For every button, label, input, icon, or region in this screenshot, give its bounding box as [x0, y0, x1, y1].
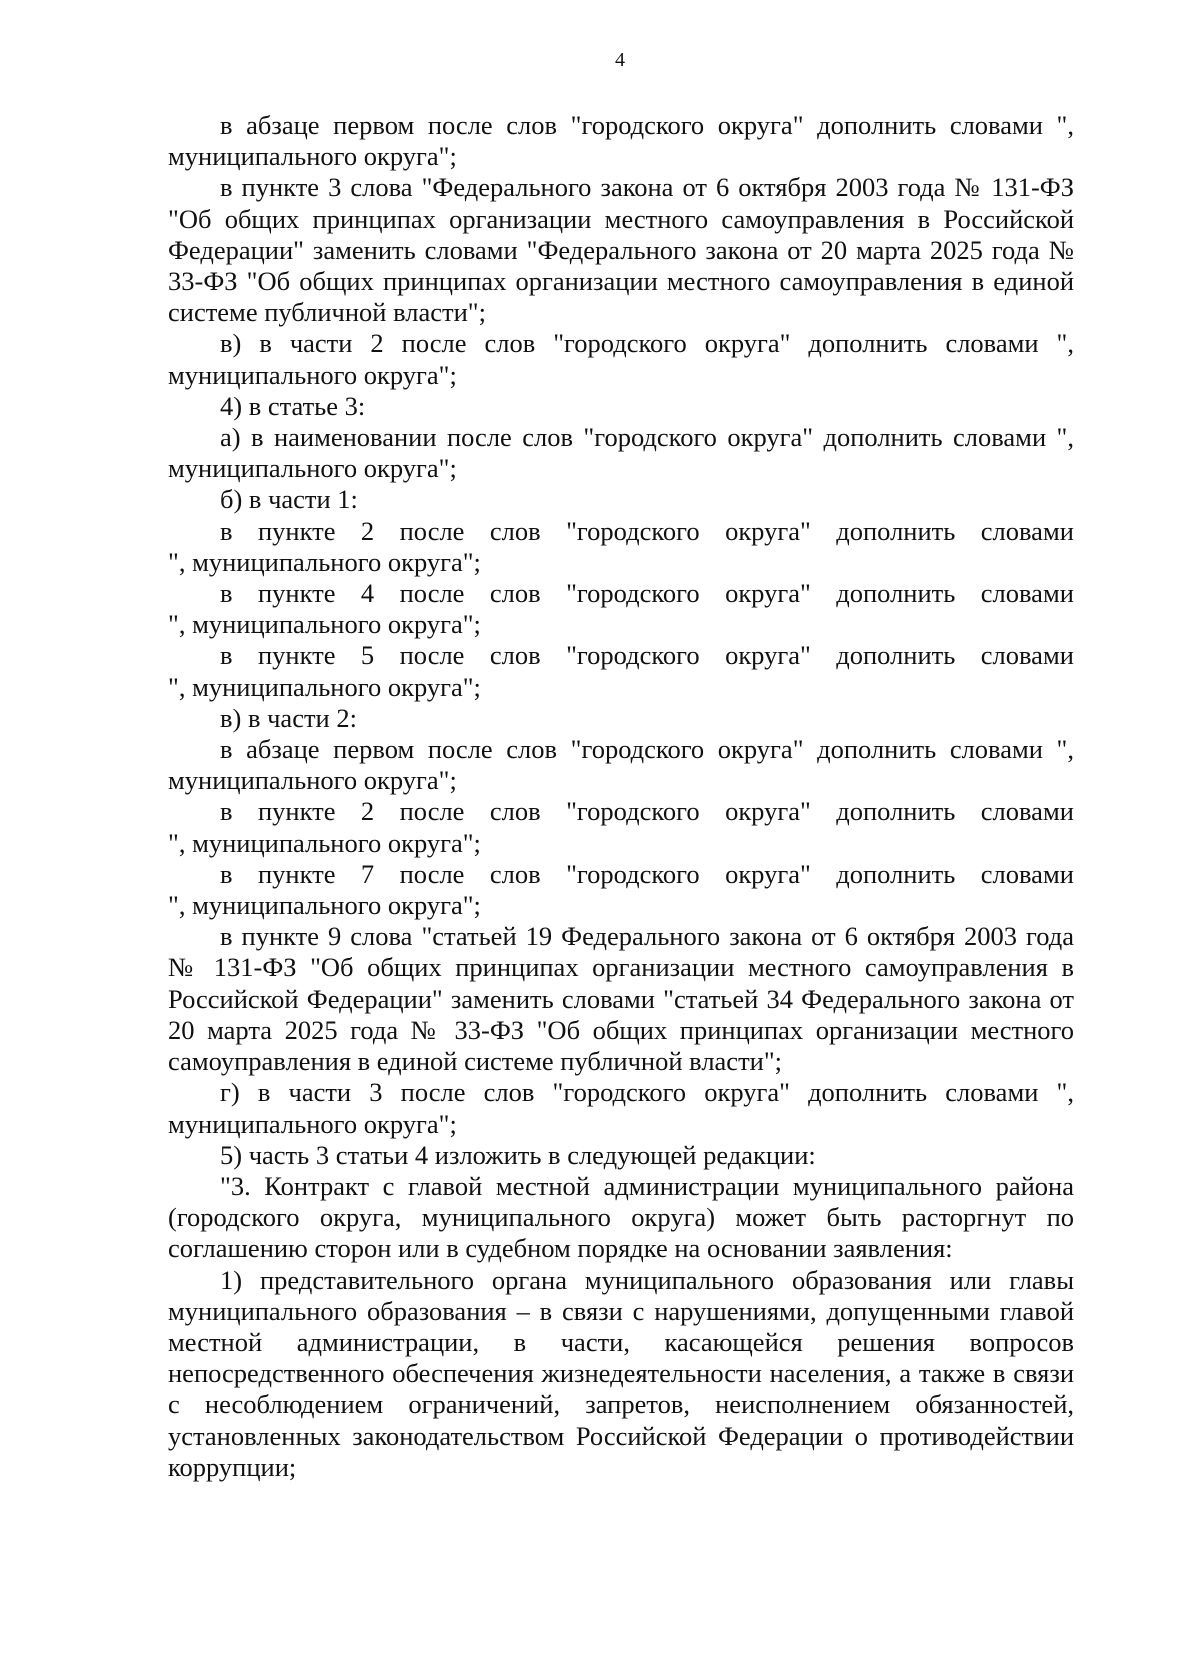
paragraph-4: 4) в статье 3: — [220, 390, 366, 421]
word-0: в — [220, 858, 233, 889]
word-1: пункте — [257, 858, 336, 889]
word-5: "городского — [566, 796, 700, 827]
word-6: округа" — [725, 515, 811, 546]
paragraph-13-line-2: ", муниципального округа"; — [168, 890, 481, 921]
word-2: 2 — [360, 515, 375, 546]
word-0: в — [220, 796, 233, 827]
word-5: "городского — [566, 640, 700, 671]
word-2: 7 — [360, 858, 375, 889]
word-3: после — [399, 578, 465, 609]
word-7: дополнить — [836, 858, 956, 889]
paragraph-11: в абзаце первом после слов "городского округа" дополнить словами ", муниципального округа"; — [168, 734, 1074, 796]
word-1: пункте — [257, 515, 336, 546]
word-0: в — [220, 578, 233, 609]
paragraph-8-line-2: ", муниципального округа"; — [168, 609, 481, 640]
paragraph-7-line-2: ", муниципального округа"; — [168, 546, 481, 577]
document-body — [168, 110, 1074, 1483]
word-3: после — [399, 858, 465, 889]
paragraph-10: в) в части 2: — [220, 702, 357, 733]
word-7: дополнить — [836, 640, 956, 671]
paragraph-5: а) в наименовании после слов "городского округа" дополнить словами ", муниципального округа"; — [168, 422, 1074, 484]
word-6: округа" — [725, 578, 811, 609]
paragraph-9 — [168, 640, 1074, 702]
word-8: словами — [980, 515, 1074, 546]
word-5: "городского — [566, 515, 700, 546]
word-4: слов — [489, 640, 541, 671]
paragraph-9-line-2: ", муниципального округа"; — [168, 671, 481, 702]
paragraph-17: "3. Контракт с главой местной администрации муниципального района (городского округа, муниципального округа) может быть расторгнут по соглашению сторон или в судебном порядке на основании заявления: — [168, 1170, 1074, 1264]
paragraph-9-line-1 — [168, 640, 1074, 671]
word-3: после — [399, 640, 465, 671]
paragraph-7-line-1 — [168, 516, 1074, 547]
word-2: 4 — [360, 578, 375, 609]
word-4: слов — [489, 578, 541, 609]
word-2: 2 — [360, 796, 375, 827]
paragraph-8 — [168, 578, 1074, 640]
word-6: округа" — [725, 796, 811, 827]
word-8: словами — [980, 796, 1074, 827]
paragraph-13 — [168, 859, 1074, 921]
word-4: слов — [489, 858, 541, 889]
word-3: после — [399, 515, 465, 546]
word-6: округа" — [725, 640, 811, 671]
word-1: пункте — [257, 578, 336, 609]
word-8: словами — [980, 578, 1074, 609]
paragraph-13-line-1 — [168, 859, 1074, 890]
word-7: дополнить — [836, 515, 956, 546]
paragraph-12 — [168, 796, 1074, 858]
word-1: пункте — [257, 640, 336, 671]
word-4: слов — [489, 796, 541, 827]
word-0: в — [220, 640, 233, 671]
word-5: "городского — [566, 858, 700, 889]
word-7: дополнить — [836, 796, 956, 827]
word-4: слов — [489, 515, 541, 546]
word-7: дополнить — [836, 578, 956, 609]
paragraph-15: г) в части 3 после слов "городского округа" дополнить словами ", муниципального округа"; — [168, 1077, 1074, 1139]
paragraph-7 — [168, 516, 1074, 578]
paragraph-12-line-1 — [168, 796, 1074, 827]
word-3: после — [399, 796, 465, 827]
paragraph-2: в пункте 3 слова "Федерального закона от 6 октября 2003 года № 131-ФЗ "Об общих принципах организации местного самоуправления в Российской Федерации" заменить словами "Федерального закона от 20 марта 2025 года № 33-ФЗ "Об общих принципах организации местного самоуправления в единой системе публичной власти"; — [168, 172, 1074, 328]
paragraph-8-line-1 — [168, 578, 1074, 609]
word-6: округа" — [725, 858, 811, 889]
page-number: 4 — [615, 49, 625, 71]
word-0: в — [220, 515, 233, 546]
word-8: словами — [980, 858, 1074, 889]
word-5: "городского — [566, 578, 700, 609]
word-1: пункте — [257, 796, 336, 827]
word-8: словами — [980, 640, 1074, 671]
paragraph-6: б) в части 1: — [220, 484, 358, 515]
paragraph-3: в) в части 2 после слов "городского округа" дополнить словами ", муниципального округа"; — [168, 328, 1074, 390]
paragraph-18: 1) представительного органа муниципального образования или главы муниципального образования – в связи с нарушениями, допущенными главой местной администрации, в части, касающейся решения вопросов непосредственного обеспечения жизнедеятельности населения, а также в связи с несоблюдением ограничений, запретов, неисполнением обязанностей, установленных законодательством Российской Федерации о противодействии коррупции; — [168, 1264, 1074, 1482]
paragraph-12-line-2: ", муниципального округа"; — [168, 827, 481, 858]
word-2: 5 — [360, 640, 375, 671]
paragraph-14: в пункте 9 слова "статьей 19 Федерального закона от 6 октября 2003 года № 131-ФЗ "Об общих принципах организации местного самоуправления в Российской Федерации" заменить словами "статьей 34 Федерального закона от 20 марта 2025 года № 33-ФЗ "Об общих принципах организации местного самоуправления в единой системе публичной власти"; — [168, 921, 1074, 1077]
paragraph-1: в абзаце первом после слов "городского округа" дополнить словами ", муниципального округа"; — [168, 110, 1074, 172]
paragraph-16: 5) часть 3 статьи 4 изложить в следующей редакции: — [220, 1139, 816, 1170]
